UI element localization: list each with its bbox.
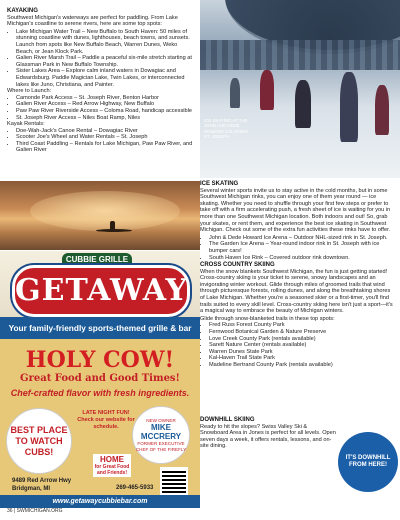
ad-phone: 269-465-5933 [116, 485, 154, 491]
list-item: • Paw Paw River Riverside Access – Coloma Road, handicap accessible [16, 108, 195, 115]
kayaking-section [7, 8, 195, 154]
ad-address: 9489 Red Arrow Hwy Bridgman, MI [12, 478, 72, 492]
ice-photo-caption: ICE SKATING AT THE JOHN AND DEDE HOWARD ICE ARENA ST. JOSEPH [204, 118, 249, 140]
list-item: • Third Coast Paddling – Rentals for Lake Michigan, Paw Paw River, and Galien River [16, 141, 195, 154]
cross-country-section [200, 262, 394, 369]
list-item: • Warren Dunes State Park [209, 349, 394, 356]
list-item: • Camonde Park Access – St. Joseph River, Benton Harbor [16, 95, 195, 102]
baseball-new-owner [132, 406, 190, 464]
list-item: • Galien River Access – Red Arrow Highway, New Buffalo [16, 101, 195, 108]
cross-country-list-intro: Glide through snow-blanketed trails in these top spots: [200, 315, 335, 322]
owner-name: MIKE MCCRERY [140, 423, 182, 442]
ice-skating-section [200, 181, 394, 261]
late-night-text: LATE NIGHT FUN! Check our website for schedule. [77, 410, 135, 430]
page-footer: 36 | SWMICHIGAN.ORG [7, 508, 63, 514]
ice-skating-heading: ICE SKATING [200, 181, 239, 187]
list-item: • Doe-Wah-Jack's Canoe Rental – Dowagiac River [16, 128, 195, 135]
list-item: • Fernwood Botanical Garden & Nature Preserve [209, 329, 394, 336]
baseball-best-place [6, 408, 72, 474]
downhill-heading: DOWNHILL SKIING [200, 417, 255, 423]
list-item: • Sarett Nature Center (rentals available) [209, 342, 394, 349]
skater-figure [375, 85, 389, 135]
chef-crafted-line: Chef-crafted flavor with fresh ingredients. [10, 388, 190, 398]
list-item: • South Haven Ice Rink – Covered outdoor rink downtown. [209, 255, 394, 262]
list-item: • Madeline Bertrand County Park (rentals available) [209, 362, 394, 369]
owner-subtitle: FORMER EXECUTIVE CHEF OF THE FIREFLY [135, 441, 187, 452]
ski-spots-list [200, 322, 394, 368]
list-item: • Galien River Marsh Trail – Paddle a peaceful six-mile stretch starting at Glassman Park in New Buffalo Township. [16, 55, 195, 68]
home-plate-badge [93, 454, 131, 477]
kayaking-heading: KAYAKING [7, 8, 38, 14]
list-item: • St. Joseph River Access – Niles Boat Ramp, Niles [16, 115, 195, 122]
skater-figure [260, 70, 274, 110]
skater-figure [230, 78, 240, 108]
downhill-body: Ready to hit the slopes? Swiss Valley Ski & Snowboard Area in Jones is perfect for all levels. Open seven days a week, it offers rentals, lessons, and on-site dining. [200, 423, 336, 450]
launch-list [7, 95, 195, 121]
list-item: • Love Creek County Park (rentals available) [209, 336, 394, 343]
new-owner-label: NEW OWNER [146, 417, 176, 423]
ad-website-link[interactable]: www.getawaycubbiebar.com [0, 495, 200, 508]
downhill-badge: IT'S DOWNHILL FROM HERE! [338, 432, 398, 492]
kayak-rentals-heading: Kayak Rentals: [7, 121, 45, 128]
list-item: • John & Dede Howard Ice Arena – Outdoor NHL-sized rink in St. Joseph. [209, 235, 394, 242]
kayaking-intro: Southwest Michigan's waterways are perfect for paddling. From Lake Michigan's coastline to serene rivers, here are some top spots: [7, 14, 178, 28]
getaway-advertisement[interactable] [0, 251, 200, 508]
skater-figure [295, 80, 311, 128]
holy-cow-headline: HOLY COW! [25, 347, 175, 373]
ice-skating-photo [200, 0, 400, 178]
cross-country-heading: CROSS COUNTRY SKIING [200, 262, 275, 268]
kayak-rentals-list [7, 128, 195, 154]
best-place-text: BEST PLACE TO WATCH CUBS! [10, 424, 68, 457]
rinks-list [200, 235, 394, 261]
kayak-sunset-photo [0, 181, 200, 250]
kayaking-spots-list [7, 29, 195, 88]
great-food-line: Great Food and Good Times! [20, 373, 180, 384]
skater-figure [340, 72, 358, 142]
ad-tagline: Your family-friendly sports-themed grille & bar [0, 317, 200, 339]
downhill-section [200, 417, 336, 451]
home-subtext: for Great Food and Friends! [94, 464, 130, 476]
list-item: • Lake Michigan Water Trail – New Buffalo to South Haven: 50 miles of stunning coastline with dunes, lighthouses, beach towns, and sunsets. Launch from spots like New Buffalo Beach, Warren Dunes, Weko Beach, or Jean Klock Park. [16, 29, 195, 55]
list-item: • Scooter Joe's Wheel and Water Rentals – St. Joseph [16, 134, 195, 141]
list-item: • Kal-Haven Trail State Park [209, 355, 394, 362]
launch-heading: Where to Launch: [7, 88, 52, 95]
home-label: HOME [100, 455, 124, 464]
list-item: • The Garden Ice Arena – Year-round indoor rink in St. Joseph with ice bumper cars! [209, 241, 394, 254]
list-item: • Sister Lakes Area – Explore calm inland waters in Dowagiac and Edwardsburg. Paddle Magician Lake, Twin Lakes, or interconnected lakes like Juno, Christiana, and Painter. [16, 68, 195, 88]
list-item: • Fred Russ Forest County Park [209, 322, 394, 329]
cubbie-grille-badge: CUBBIE GRILLE [62, 253, 132, 266]
kayak-silhouette [96, 229, 132, 232]
cross-country-body: When the snow blankets Southwest Michigan, the fun is just getting started! Cross-country skiing is your ticket to serene, snowy landscapes and an invigorating winter workout. Glide through miles of groomed trails that wind through picturesque forests, rolling dunes, and along the breathtaking shores of Lake Michigan. Whether you're a seasoned skier or a first-timer, you'll find trails suited to every skill level. Cross-country skiing here isn't just a sport—it's a magical way to embrace the beauty of Michigan winters. [200, 268, 393, 315]
getaway-logo: GETAWAY [12, 265, 190, 317]
qr-code-icon[interactable] [160, 467, 188, 495]
ice-skating-body: Several winter sports invite us to stay active in the cold months, but in some Southwest Michigan rinks, you can enjoy one of them year round — ice skating. Whether you need to shuffle through your first few steps or prefer to take off with a firm accelerating push, a fresh sheet of ice is waiting for you in more than one Southwest Michigan location. Both indoors and out! So, grab your skates, or rent them, and experience the best ice skating in Southwest Michigan. Check out some of the extra fun activities these rinks have to offer. [200, 187, 391, 234]
